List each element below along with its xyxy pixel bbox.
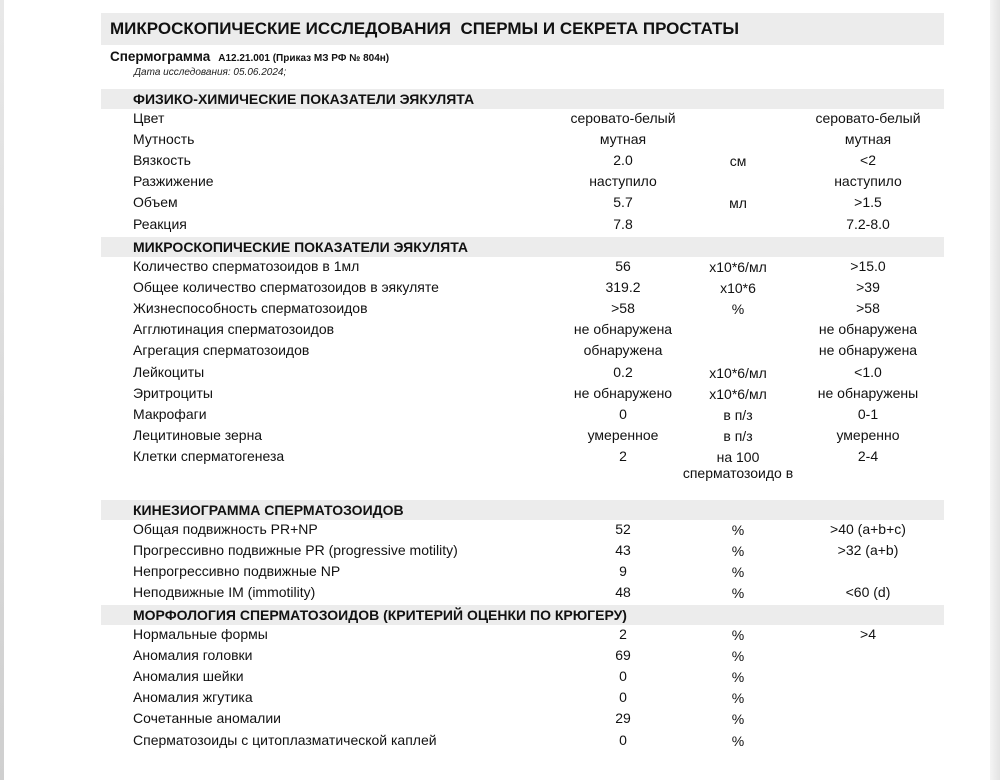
unit [678, 340, 798, 343]
parameter-name: Лецитиновые зерна [133, 426, 263, 443]
result-value: 0 [619, 689, 627, 706]
reference-range: серовато-белый [815, 110, 921, 126]
reference-range: 7.2-8.0 [846, 215, 890, 232]
result-value: 29 [615, 710, 631, 727]
study-name: Спермограмма [110, 49, 211, 64]
result-value: 9 [619, 563, 627, 580]
parameter-name: Количество сперматозоидов в 1мл [133, 258, 360, 274]
table-row [0, 425, 1000, 446]
section-header: ФИЗИКО-ХИМИЧЕСКИЕ ПОКАЗАТЕЛИ ЭЯКУЛЯТА [101, 89, 944, 109]
unit [678, 129, 798, 132]
result-value: 319.2 [605, 279, 641, 296]
parameter-name: Эритроциты [133, 384, 213, 401]
report-title: МИКРОСКОПИЧЕСКИЕ ИССЛЕДОВАНИЯ СПЕРМЫ И СЕКРЕТА ПРОСТАТЫ [101, 13, 944, 45]
reference-range: мутная [844, 131, 892, 148]
study-code: A12.21.001 (Приказ МЗ РФ № 804н) [218, 53, 390, 64]
parameter-name: Аномалия головки [133, 647, 253, 664]
result-value: 0 [619, 668, 627, 685]
reference-range: >58 [856, 300, 880, 317]
section-header: МОРФОЛОГИЯ СПЕРМАТОЗОИДОВ (КРИТЕРИЙ ОЦЕНКИ ПО КРЮГЕРУ) [101, 605, 944, 625]
parameter-name: Непрогрессивно подвижные NP [133, 563, 341, 580]
table-row [0, 171, 1000, 192]
parameter-name: Мутность [133, 131, 195, 148]
study-heading [110, 49, 389, 64]
table-row [0, 383, 1000, 404]
reference-range: не обнаружены [817, 384, 919, 401]
parameter-name: Аномалия шейки [133, 668, 244, 685]
unit: % [731, 690, 745, 707]
section-header: МИКРОСКОПИЧЕСКИЕ ПОКАЗАТЕЛИ ЭЯКУЛЯТА [101, 237, 944, 257]
unit: % [731, 669, 745, 686]
reference-range: >40 (a+b+c) [830, 521, 906, 537]
unit: см [729, 153, 747, 170]
parameter-name: Агглютинация сперматозоидов [133, 321, 335, 338]
result-value: 7.8 [613, 215, 633, 232]
parameter-name: Аномалия жгутика [133, 689, 253, 706]
parameter-name: Нормальные формы [133, 626, 268, 642]
result-value: 2.0 [613, 152, 633, 169]
reference-range: наступило [834, 173, 902, 190]
unit: x10*6/мл [709, 364, 767, 381]
unit: в п/з [723, 406, 753, 423]
result-value: 69 [615, 647, 631, 664]
reference-range: >1.5 [854, 194, 882, 211]
parameter-name: Лейкоциты [133, 363, 205, 380]
table-row [0, 582, 1000, 603]
result-value: не обнаружена [573, 321, 673, 338]
reference-range: <2 [860, 152, 876, 169]
reference-range: <60 (d) [845, 584, 891, 601]
study-date: Дата исследования: 05.06.2024; [134, 67, 287, 78]
result-value: 0.2 [613, 363, 633, 380]
table-row [0, 666, 1000, 687]
unit: % [731, 711, 745, 728]
unit [678, 171, 798, 174]
unit: мл [729, 195, 747, 212]
table-row [0, 561, 1000, 582]
reference-range: 2-4 [857, 447, 879, 464]
unit: на 100 сперматозоидо в [682, 448, 794, 481]
parameter-name: Жизнеспособность сперматозоидов [133, 300, 368, 317]
unit: % [731, 585, 745, 602]
table-row [0, 298, 1000, 319]
table-row [0, 319, 1000, 340]
reference-range: не обнаружена [818, 321, 918, 338]
result-value: 2 [619, 626, 627, 642]
unit: % [731, 301, 745, 318]
result-value: серовато-белый [570, 110, 676, 126]
unit: в п/з [723, 427, 753, 444]
parameter-name: Прогрессивно подвижные PR (progressive motility) [133, 542, 458, 559]
table-row [0, 362, 1000, 383]
parameter-name: Реакция [133, 215, 187, 232]
table-row [0, 150, 1000, 171]
parameter-name: Вязкость [133, 152, 191, 169]
unit [678, 319, 798, 322]
result-value: 48 [615, 584, 631, 601]
unit: % [731, 648, 745, 665]
result-value: 2 [619, 447, 627, 464]
unit: % [731, 732, 745, 749]
result-value: обнаружена [583, 342, 663, 359]
reference-range: не обнаружена [818, 342, 918, 359]
unit [678, 214, 798, 217]
table-row [0, 645, 1000, 666]
unit: % [731, 522, 745, 538]
result-value: мутная [599, 131, 647, 148]
parameter-name: Общая подвижность PR+NP [133, 521, 318, 537]
parameter-name: Разжижение [133, 173, 214, 190]
table-row [0, 256, 1000, 277]
reference-range: <1.0 [854, 363, 882, 380]
table-row [0, 708, 1000, 729]
result-value: 0 [619, 405, 627, 422]
result-value: 5.7 [613, 194, 633, 211]
reference-range: >4 [860, 626, 876, 642]
parameter-name: Цвет [133, 110, 165, 126]
parameter-name: Сперматозоиды с цитоплазматической каплей [133, 731, 437, 748]
table-row [0, 446, 1000, 481]
table-row [0, 129, 1000, 150]
reference-range: >15.0 [850, 258, 886, 274]
table-row [0, 277, 1000, 298]
table-row [0, 687, 1000, 708]
reference-range: >32 (a+b) [837, 542, 899, 559]
result-value: наступило [589, 173, 657, 190]
parameter-name: Неподвижные IM (immotility) [133, 584, 316, 601]
table-row [0, 340, 1000, 361]
table-row [0, 624, 1000, 645]
parameter-name: Агрегация сперматозоидов [133, 342, 310, 359]
result-value: умеренное [587, 426, 659, 443]
parameter-name: Клетки сперматогенеза [133, 447, 285, 464]
table-row [0, 404, 1000, 425]
parameter-name: Общее количество сперматозоидов в эякуляте [133, 279, 439, 296]
parameter-name: Сочетанные аномалии [133, 710, 281, 727]
parameter-name: Макрофаги [133, 405, 207, 422]
result-value: не обнаружено [573, 384, 673, 401]
unit: x10*6/мл [709, 385, 767, 402]
table-row [0, 192, 1000, 213]
result-value: 52 [615, 521, 631, 537]
unit: % [731, 627, 745, 643]
unit: % [731, 543, 745, 560]
table-row [0, 730, 1000, 751]
unit: x10*6/мл [709, 259, 767, 275]
result-value: 0 [619, 731, 627, 748]
result-value: >58 [611, 300, 635, 317]
reference-range: 0-1 [857, 405, 879, 422]
table-row [0, 214, 1000, 235]
reference-range: умеренно [836, 426, 900, 443]
unit: x10*6 [720, 280, 756, 297]
unit [678, 108, 798, 111]
table-row [0, 108, 1000, 129]
section-header: КИНЕЗИОГРАММА СПЕРМАТОЗОИДОВ [101, 500, 944, 520]
table-row [0, 519, 1000, 540]
result-value: 43 [615, 542, 631, 559]
unit: % [731, 564, 745, 581]
reference-range: >39 [856, 279, 880, 296]
parameter-name: Объем [133, 194, 178, 211]
result-value: 56 [615, 258, 631, 274]
table-row [0, 540, 1000, 561]
